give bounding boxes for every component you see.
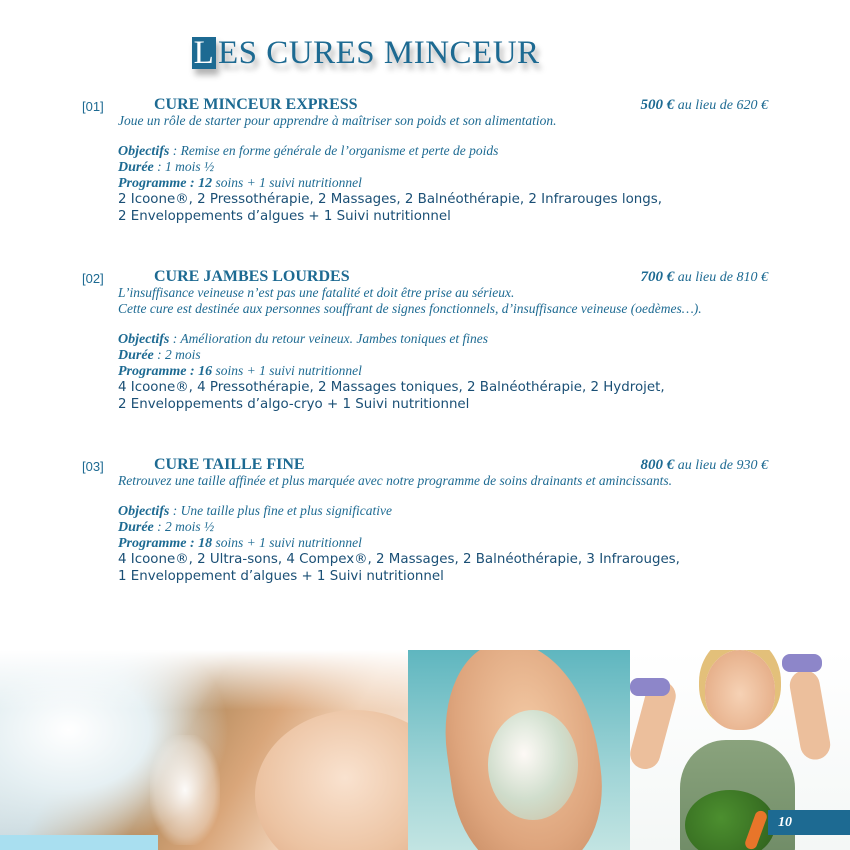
cure-duree: [118, 347, 798, 363]
price-old: au lieu de 810 €: [677, 270, 768, 285]
cure-description: Retrouvez une taille affinée et plus marquée avec notre programme de soins drainants et amincissants.: [118, 473, 673, 488]
arm-shape: [787, 668, 832, 762]
cure-price: [641, 97, 768, 114]
programme-text: soins + 1 suivi nutritionnel: [212, 535, 362, 550]
programme-count: : 12: [186, 176, 213, 191]
cure-objectifs: [118, 503, 798, 519]
head-shape: [705, 650, 775, 730]
programme-label: Programme: [118, 364, 187, 379]
leg-gel-photo: [408, 650, 630, 850]
footer-bar: [0, 835, 158, 850]
cure-description: Joue un rôle de starter pour apprendre à maîtriser son poids et son alimentation.: [118, 113, 557, 128]
cure-objectifs: [118, 143, 798, 159]
cure-duree: [118, 519, 798, 535]
cure-objectifs: [118, 331, 798, 347]
soins-line: 4 Icoone®, 4 Pressothérapie, 2 Massages toniques, 2 Balnéothérapie, 2 Hydrojet,: [118, 380, 665, 395]
cure-price: [641, 269, 768, 286]
programme-count: : 18: [186, 536, 213, 551]
cure-programme: [118, 175, 798, 191]
price-value: 700 €: [640, 269, 675, 285]
objectifs-text: : Une taille plus fine et plus significative: [169, 503, 393, 518]
cure-number: [02]: [82, 271, 104, 286]
title-rest: ES CURES MINCEUR: [218, 35, 540, 71]
duree-label: Durée: [118, 520, 154, 535]
cure-number: [01]: [82, 99, 104, 114]
photo-fade: [0, 650, 408, 710]
price-old: au lieu de 620 €: [677, 98, 768, 113]
cure-name: CURE TAILLE FINE: [154, 456, 305, 473]
programme-text: soins + 1 suivi nutritionnel: [212, 175, 362, 190]
price-old: au lieu de 930 €: [677, 458, 768, 473]
gel-shape: [488, 710, 578, 820]
soins-line: 2 Enveloppements d’algo-cryo + 1 Suivi nutritionnel: [118, 397, 470, 412]
cure-name: CURE JAMBES LOURDES: [154, 268, 350, 285]
cure-duree: [118, 159, 798, 175]
soins-line: 4 Icoone®, 2 Ultra-sons, 4 Compex®, 2 Massages, 2 Balnéothérapie, 3 Infrarouges,: [118, 552, 680, 567]
programme-label: Programme: [118, 176, 187, 191]
page-number: 10: [768, 810, 850, 835]
objectifs-text: : Remise en forme générale de l’organisme et perte de poids: [169, 143, 499, 158]
programme-text: soins + 1 suivi nutritionnel: [212, 363, 362, 378]
duree-label: Durée: [118, 160, 154, 175]
duree-text: : 1 mois ½: [153, 159, 215, 174]
soins-line: 2 Enveloppements d’algues + 1 Suivi nutritionnel: [118, 209, 451, 224]
face-shape: [255, 710, 408, 850]
objectifs-label: Objectifs: [118, 144, 170, 159]
objectifs-label: Objectifs: [118, 332, 170, 347]
price-value: 800 €: [640, 457, 675, 473]
duree-text: : 2 mois ½: [153, 519, 215, 534]
cure-description: Cette cure est destinée aux personnes souffrant de signes fonctionnels, d’insuffisance veineuse (oedèmes…).: [118, 301, 702, 316]
soins-line: 2 Icoone®, 2 Pressothérapie, 2 Massages, 2 Balnéothérapie, 2 Infrarouges longs,: [118, 192, 662, 207]
objectifs-label: Objectifs: [118, 504, 170, 519]
soins-line: 1 Enveloppement d’algues + 1 Suivi nutritionnel: [118, 569, 444, 584]
title-initial: L: [193, 35, 215, 71]
price-value: 500 €: [640, 97, 675, 113]
cure-price: [641, 457, 768, 474]
cure-programme: [118, 363, 798, 379]
objectifs-text: : Amélioration du retour veineux. Jambes toniques et fines: [169, 331, 489, 346]
cure-programme: [118, 535, 798, 551]
dumbbell-icon: [630, 678, 670, 696]
duree-label: Durée: [118, 348, 154, 363]
duree-text: : 2 mois: [153, 347, 201, 362]
programme-label: Programme: [118, 536, 187, 551]
dumbbell-icon: [782, 654, 822, 672]
programme-count: : 16: [186, 364, 213, 379]
cure-description: L’insuffisance veineuse n’est pas une fatalité et doit être prise au sérieux.: [118, 285, 515, 300]
splash-shape: [150, 735, 220, 845]
cure-name: CURE MINCEUR EXPRESS: [154, 96, 358, 113]
page-title: [192, 34, 540, 72]
cure-number: [03]: [82, 459, 104, 474]
spa-face-photo: [0, 650, 408, 850]
